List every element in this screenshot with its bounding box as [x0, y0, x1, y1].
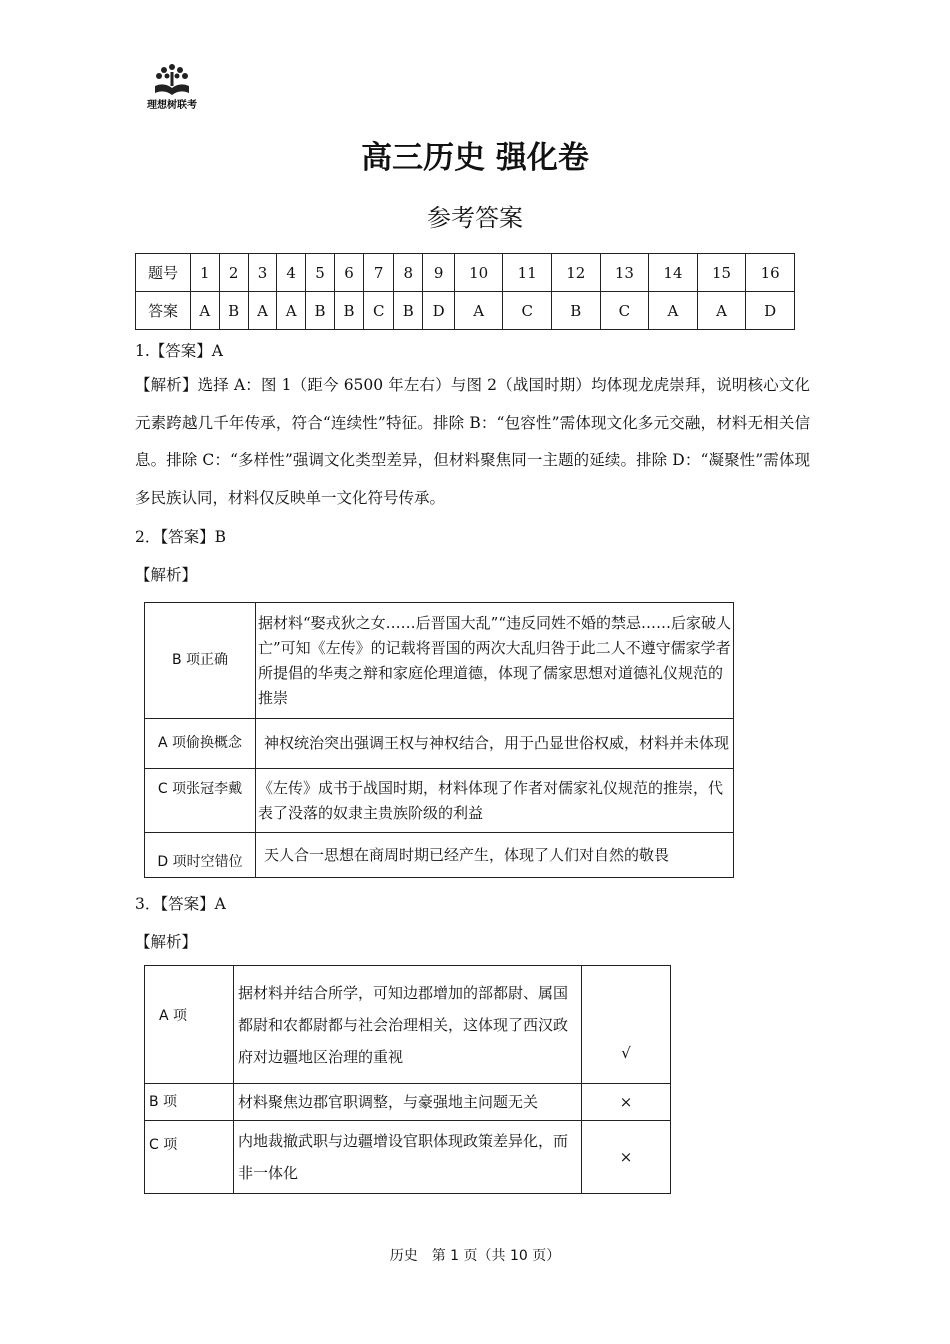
option-key: A 项 [145, 966, 234, 1084]
row-label: 答案 [136, 292, 191, 330]
answer-cell: B [394, 292, 423, 330]
q2-analysis-table [144, 602, 734, 878]
answer-cell: B [552, 292, 601, 330]
answer-cell: D [746, 292, 795, 330]
q3-analysis-label: 【解析】 [135, 933, 198, 951]
table-row [145, 769, 734, 833]
answer-cell: B [219, 292, 248, 330]
option-key: B 项正确 [145, 603, 256, 719]
answer-cell: D [423, 292, 455, 330]
table-row [145, 833, 734, 878]
option-text: 材料聚焦边郡官职调整，与豪强地主问题无关 [234, 1084, 582, 1121]
answer-row [136, 292, 795, 330]
question-number: 6 [335, 254, 364, 292]
question-number: 13 [600, 254, 649, 292]
answer-cell: C [600, 292, 649, 330]
question-number: 10 [454, 254, 503, 292]
page-title: 高三历史 强化卷 [361, 140, 589, 176]
answer-cell: B [335, 292, 364, 330]
table-row [145, 1121, 671, 1194]
q1-analysis: 【解析】选择 A：图 1（距今 6500 年左右）与图 2（战国时期）均体现龙虎崇拜，说明核心文化元素跨越几千年传承，符合“连续性”特征。排除 B：“包容性”需体现文化多元交融，材料无相关信息。排除 C：“多样性”强调文化类型差异，但材料聚焦同一主题的延续。排除 D：“凝聚性”需体现多民族认同，材料仅反映单一文化符号传承。 [135, 376, 810, 507]
option-text: 据材料“娶戎狄之女……后晋国大乱”“违反同姓不婚的禁忌……后家破人亡”可知《左传》的记载将晋国的两次大乱归咎于此二人不遵守儒家学者所提倡的华夷之辩和家庭伦理道德，体现了儒家思想对道德礼仪规范的推崇 [256, 603, 734, 719]
table-row [145, 603, 734, 719]
cross-mark: × [582, 1084, 671, 1121]
option-text: 天人合一思想在商周时期已经产生，体现了人们对自然的敬畏 [256, 833, 734, 878]
answer-cell: A [454, 292, 503, 330]
question-number: 16 [746, 254, 795, 292]
option-key: C 项张冠李戴 [145, 769, 256, 833]
question-number: 2 [219, 254, 248, 292]
option-text: 《左传》成书于战国时期，材料体现了作者对儒家礼仪规范的推崇，代表了没落的奴隶主贵族阶级的利益 [256, 769, 734, 833]
tree-book-logo-icon [152, 62, 192, 96]
option-text: 神权统治突出强调王权与神权结合，用于凸显世俗权威，材料并未体现 [256, 719, 734, 769]
answer-cell: C [364, 292, 394, 330]
option-key: B 项 [145, 1084, 234, 1121]
question-number: 12 [552, 254, 601, 292]
q1-answer: 1.【答案】A [135, 342, 223, 360]
page-footer: 历史 第 1 页（共 10 页） [389, 1248, 561, 1264]
question-number: 14 [649, 254, 698, 292]
check-mark: √ [582, 966, 671, 1084]
option-key: D 项时空错位 [145, 833, 256, 878]
answer-cell: C [503, 292, 552, 330]
logo [140, 62, 204, 111]
q2-answer: 2．【答案】B [135, 528, 227, 546]
row-label: 题号 [136, 254, 191, 292]
question-number: 5 [305, 254, 334, 292]
q3-answer: 3．【答案】A [135, 895, 226, 913]
q2-analysis-label: 【解析】 [135, 566, 198, 584]
answer-cell: A [277, 292, 306, 330]
option-key: C 项 [145, 1121, 234, 1194]
table-row [145, 966, 671, 1084]
question-number: 1 [191, 254, 220, 292]
option-key: A 项偷换概念 [145, 719, 256, 769]
question-number: 9 [423, 254, 455, 292]
table-row [145, 719, 734, 769]
option-text: 内地裁撤武职与边疆增设官职体现政策差异化，而非一体化 [234, 1121, 582, 1194]
answer-table [135, 253, 795, 330]
option-text: 据材料并结合所学，可知边郡增加的部都尉、属国都尉和农都尉都与社会治理相关，这体现了西汉政府对边疆地区治理的重视 [234, 966, 582, 1084]
question-number: 8 [394, 254, 423, 292]
q3-analysis-table [144, 965, 671, 1194]
answer-cell: A [191, 292, 220, 330]
question-number: 4 [277, 254, 306, 292]
question-number: 7 [364, 254, 394, 292]
answer-cell: B [305, 292, 334, 330]
table-row [145, 1084, 671, 1121]
answer-cell: A [697, 292, 746, 330]
cross-mark: × [582, 1121, 671, 1194]
question-number: 11 [503, 254, 552, 292]
number-row [136, 254, 795, 292]
answer-cell: A [248, 292, 277, 330]
question-number: 3 [248, 254, 277, 292]
page-subtitle: 参考答案 [427, 204, 523, 232]
logo-text: 理想树联考 [147, 100, 197, 111]
answer-cell: A [649, 292, 698, 330]
question-number: 15 [697, 254, 746, 292]
